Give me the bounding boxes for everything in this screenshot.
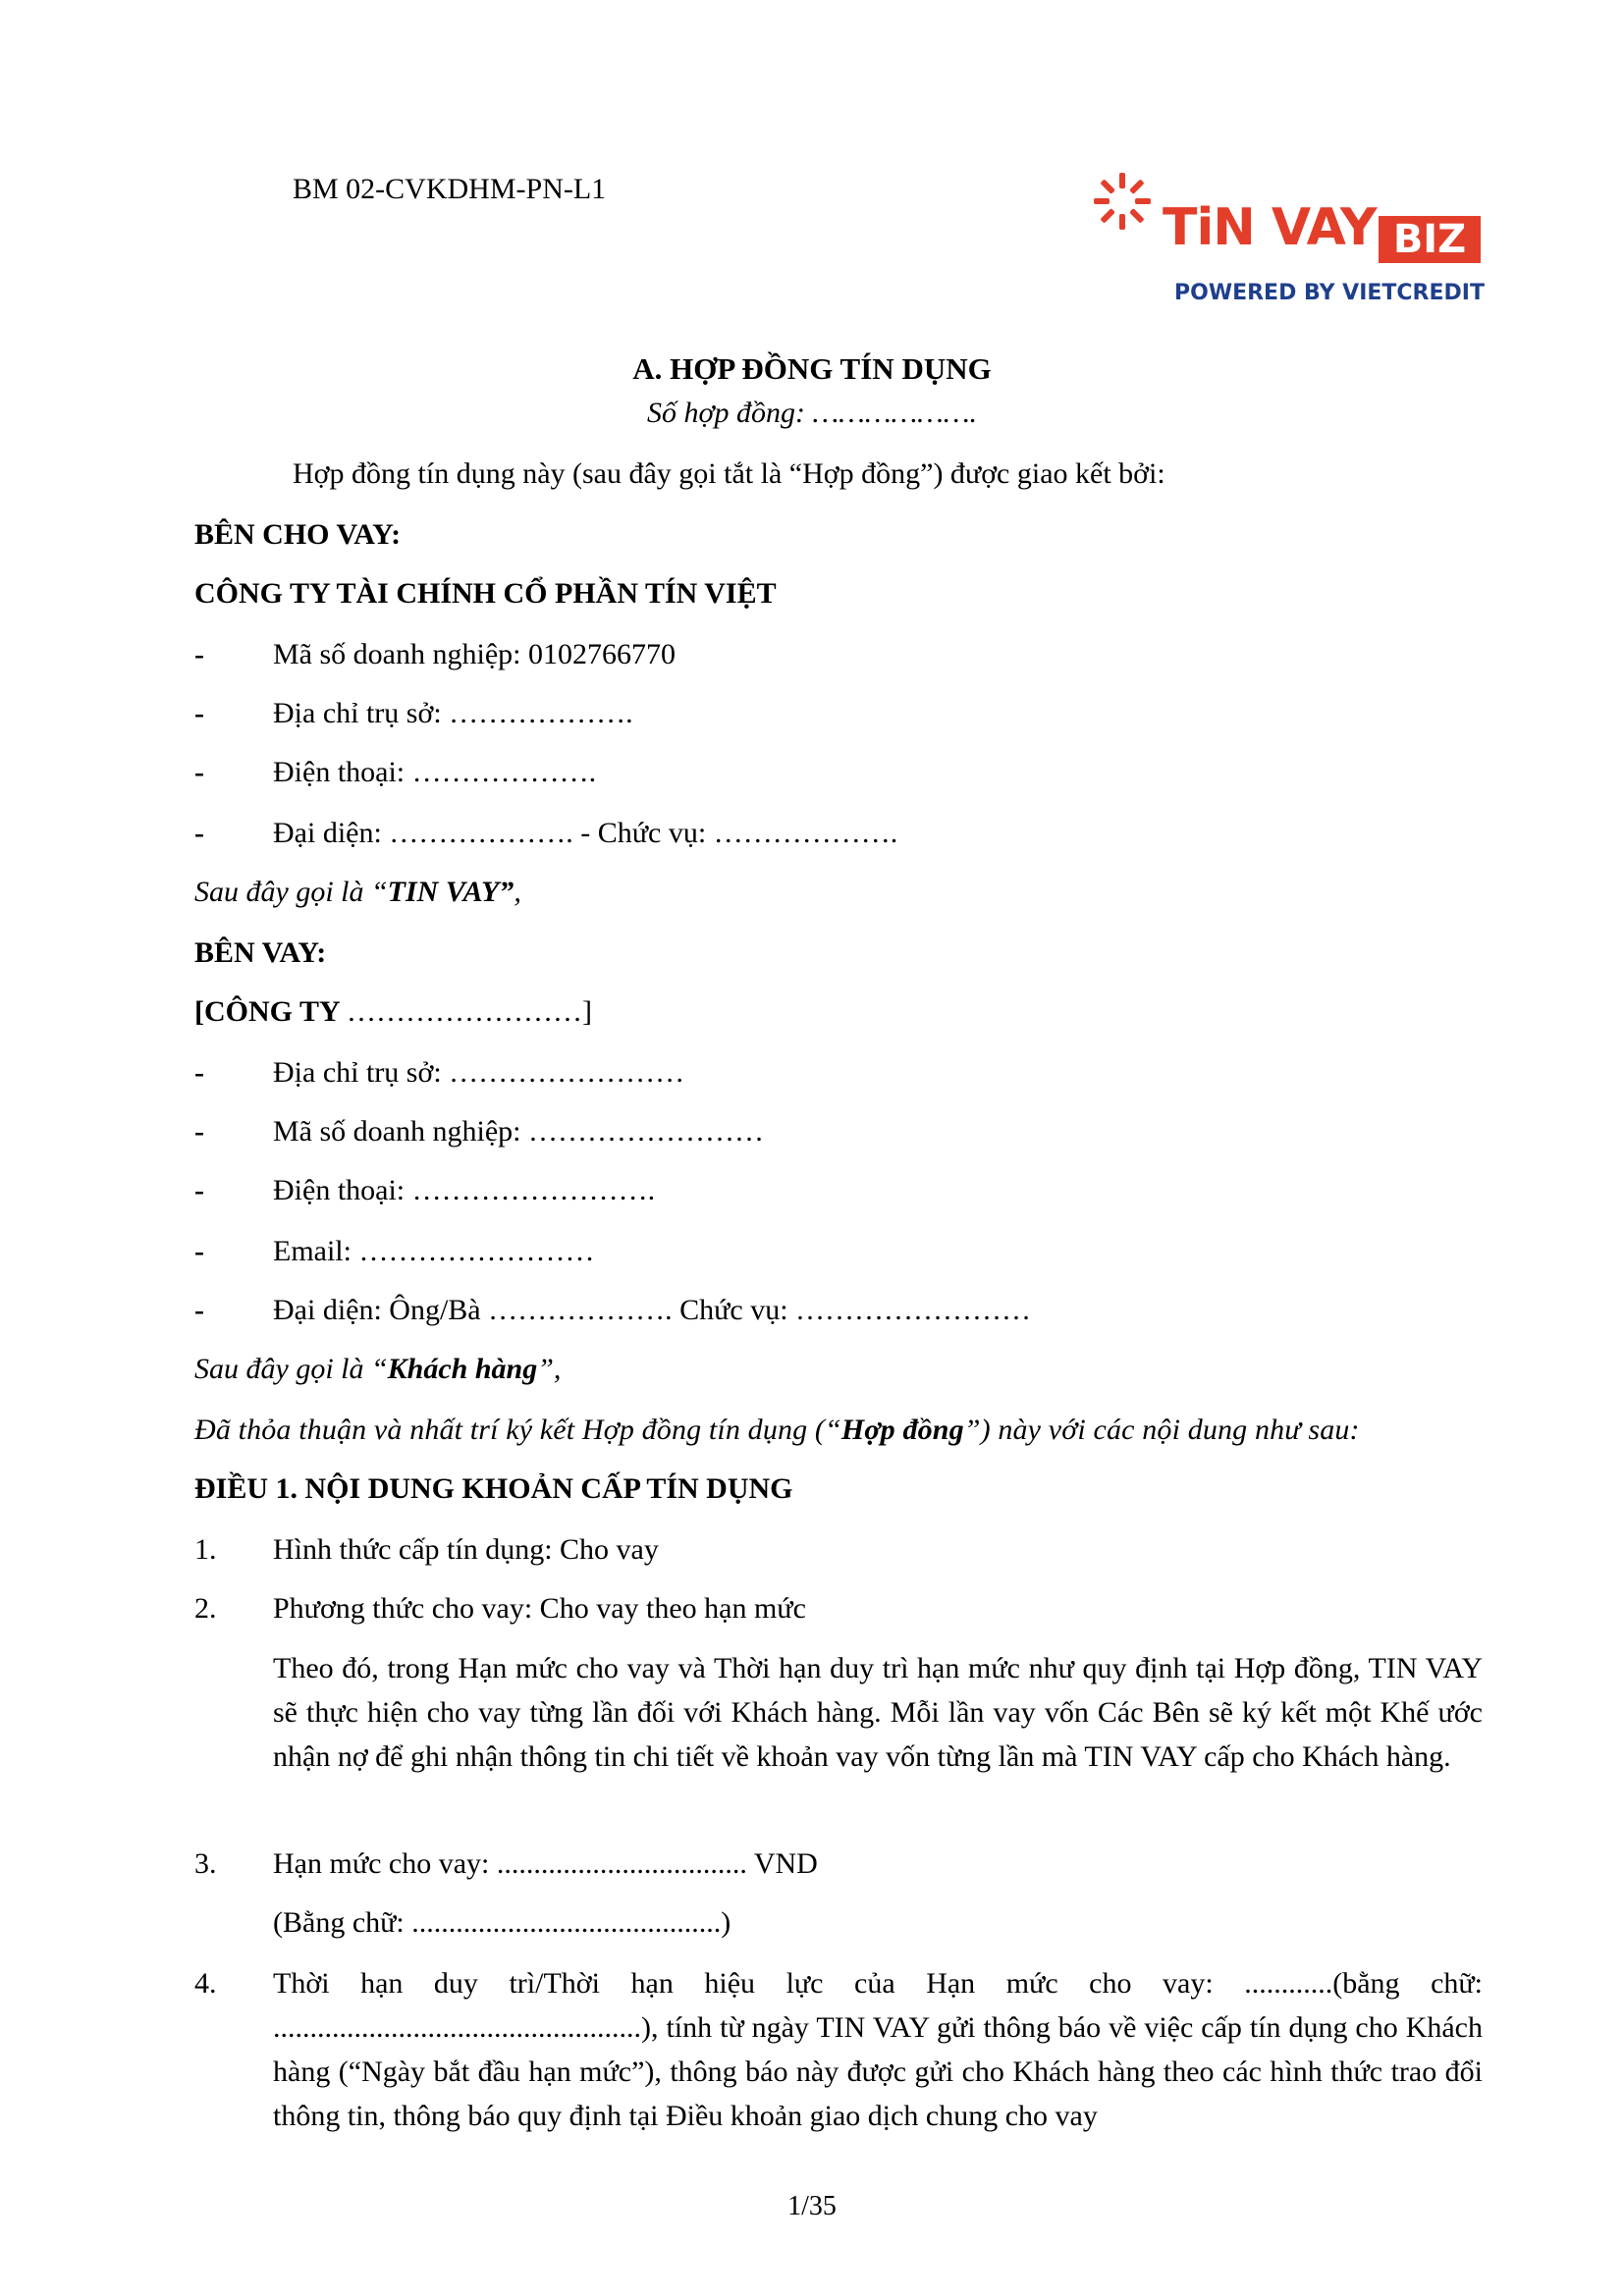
- article-1-item: Hình thức cấp tín dụng: Cho vay: [273, 1533, 659, 1566]
- bullet-dash: -: [194, 1294, 204, 1326]
- lender-detail: Địa chỉ trụ sở: ……………….: [273, 697, 633, 729]
- intro-text: Hợp đồng tín dụng này (sau đây gọi tắt là “Hợp đồng”) được giao kết bởi:: [293, 457, 1165, 490]
- lender-detail: Mã số doanh nghiệp: 0102766770: [273, 638, 676, 670]
- article-1-item: Hạn mức cho vay: .................................. VND: [273, 1847, 818, 1880]
- article-1-heading: ĐIỀU 1. NỘI DUNG KHOẢN CẤP TÍN DỤNG: [194, 1472, 793, 1505]
- lender-alias: Sau đây gọi là “TIN VAY”,: [194, 876, 521, 908]
- logo-badge: BIZ: [1379, 216, 1481, 263]
- item-number: 4.: [194, 1967, 217, 2000]
- bullet-dash: -: [194, 817, 204, 849]
- lender-detail: Đại diện: ………………. - Chức vụ: ……………….: [273, 817, 898, 849]
- borrower-detail: Email: ……………………: [273, 1235, 595, 1267]
- page-number: 1/35: [787, 2191, 837, 2221]
- lender-heading: BÊN CHO VAY:: [194, 518, 402, 551]
- article-1-item: Thời hạn duy trì/Thời hạn hiệu lực của Hạn mức cho vay: ............(bằng chữ: ..................................................), tính từ ngày TIN VAY gửi thông báo về việc cấp tín dụng cho Khách hàng (“Ngày bắt đầu hạn mức”), thông báo này được gửi cho Khách hàng theo các hình thức trao đổi thông tin, thông báo quy định tại Điều khoản giao dịch chung cho vay: [273, 1967, 1483, 2132]
- bullet-dash: -: [194, 697, 204, 729]
- article-1-item: Phương thức cho vay: Cho vay theo hạn mức: [273, 1592, 806, 1625]
- borrower-alias: Sau đây gọi là “Khách hàng”,: [194, 1353, 562, 1385]
- bullet-dash: -: [194, 1115, 204, 1148]
- bullet-dash: -: [194, 1056, 204, 1089]
- agreement-statement: Đã thỏa thuận và nhất trí ký kết Hợp đồng tín dụng (“Hợp đồng”) này với các nội dung như sau:: [194, 1414, 1360, 1446]
- item-3-amount-in-words: (Bằng chữ: ..........................................): [273, 1906, 731, 1939]
- bullet-dash: -: [194, 638, 204, 670]
- logo-brand-text: TiN VAY: [1163, 198, 1377, 257]
- document-title: A. HỢP ĐỒNG TÍN DỤNG: [632, 351, 992, 386]
- item-number: 1.: [194, 1533, 217, 1566]
- borrower-detail: Đại diện: Ông/Bà ………………. Chức vụ: ……………………: [273, 1294, 1032, 1326]
- borrower-detail: Địa chỉ trụ sở: ……………………: [273, 1056, 685, 1089]
- form-code: BM 02-CVKDHM-PN-L1: [293, 173, 607, 205]
- bullet-dash: -: [194, 756, 204, 788]
- lender-detail: Điện thoại: ……………….: [273, 756, 597, 788]
- bullet-dash: -: [194, 1235, 204, 1267]
- borrower-detail: Mã số doanh nghiệp: ……………………: [273, 1115, 764, 1148]
- logo-tagline: POWERED BY VIETCREDIT: [1174, 281, 1485, 305]
- borrower-heading: BÊN VAY:: [194, 936, 327, 969]
- sunburst-logo-icon: [1090, 169, 1155, 234]
- contract-number: Số hợp đồng: ……………….: [646, 397, 978, 429]
- borrower-detail: Điện thoại: …………………….: [273, 1174, 656, 1206]
- borrower-company: [CÔNG TY ……………………]: [194, 995, 593, 1028]
- item-number: 3.: [194, 1847, 217, 1880]
- item-2-paragraph: Theo đó, trong Hạn mức cho vay và Thời hạn duy trì hạn mức như quy định tại Hợp đồng, TIN VAY sẽ thực hiện cho vay từng lần đối với Khách hàng. Mỗi lần vay vốn Các Bên sẽ ký kết một Khế ước nhận nợ để ghi nhận thông tin chi tiết về khoản vay vốn từng lần mà TIN VAY cấp cho Khách hàng.: [273, 1652, 1483, 1773]
- lender-company: CÔNG TY TÀI CHÍNH CỔ PHẦN TÍN VIỆT: [194, 577, 777, 610]
- item-number: 2.: [194, 1592, 217, 1625]
- bullet-dash: -: [194, 1174, 204, 1206]
